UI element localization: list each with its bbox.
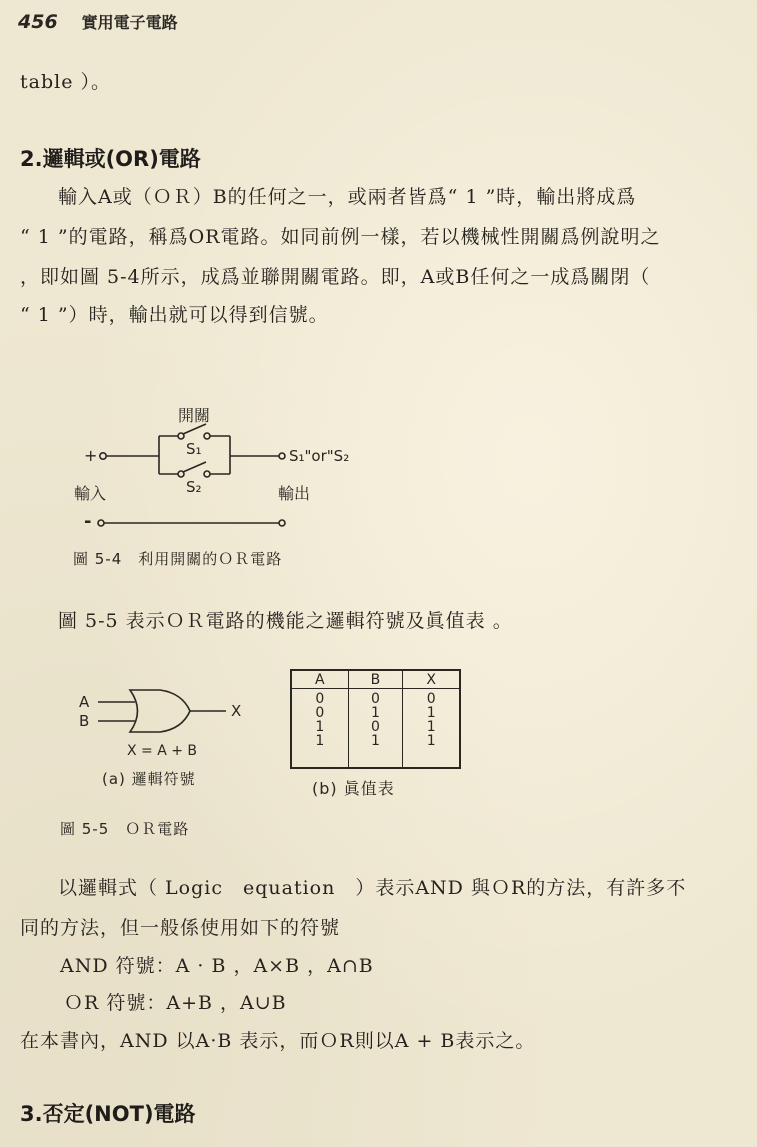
paragraph-line: 輸入A或（ＯＲ）B的任何之一，或兩者皆爲“ 1 ”時，輸出將成爲	[58, 186, 637, 208]
section-heading-or: 2.邏輯或(OR)電路	[20, 147, 201, 171]
figure-5-5-caption: 圖 5-5 ＯＲ電路	[60, 820, 190, 838]
section-heading-not: 3.否定(NOT)電路	[20, 1102, 196, 1126]
truth-cell: 1	[370, 705, 380, 721]
truth-header-a: A	[291, 670, 348, 689]
and-symbols-line: AND 符號：A · B ，A×B ，A∩B	[60, 955, 374, 977]
truth-column-b	[349, 689, 403, 748]
truth-cell: 1	[426, 733, 436, 749]
truth-header-b: B	[348, 670, 403, 689]
gate-input-b: B	[79, 712, 90, 730]
paragraph-line: 同的方法，但一般係使用如下的符號	[20, 917, 341, 939]
paragraph-line: 以邏輯式（ Logic equation ）表示AND 與ＯR的方法，有許多不	[58, 877, 687, 899]
truth-cell: 0	[370, 691, 380, 707]
page-number: 456	[18, 11, 58, 33]
output-label: 輸出	[278, 484, 311, 503]
truth-header-x: X	[403, 670, 460, 689]
truth-column-x	[403, 689, 459, 748]
truth-table-caption: (b) 眞值表	[312, 779, 395, 798]
plus-terminal-label: +	[84, 446, 98, 465]
or-symbols-line: ＯR 符號：A+B ，A∪B	[64, 992, 287, 1014]
truth-cell: 0	[426, 691, 436, 707]
figure-5-5-intro: 圖 5-5 表示ＯＲ電路的機能之邏輯符號及眞值表 。	[58, 610, 513, 632]
gate-caption: (a) 邏輯符號	[102, 770, 196, 788]
or-equation: X = A + B	[127, 743, 198, 759]
paragraph-line: ，即如圖 5-4所示，成爲並聯開關電路。即，A或B任何之一成爲關閉（	[20, 266, 651, 288]
running-title: 實用電子電路	[81, 13, 178, 32]
paragraph-line: “ 1 ”的電路，稱爲OR電路。如同前例一樣，若以機械性開關爲例說明之	[20, 226, 661, 248]
truth-cell: 1	[426, 705, 436, 721]
gate-output-x: X	[231, 702, 242, 720]
intro-fragment: table ）。	[20, 71, 111, 93]
truth-cell: 0	[315, 691, 325, 707]
truth-cell: 1	[315, 733, 325, 749]
figure-5-4-caption: 圖 5-4 利用開關的ＯＲ電路	[73, 550, 283, 568]
truth-table	[290, 669, 461, 769]
book-convention-line: 在本書內，AND 以A·B 表示，而ＯR則以A + B表示之。	[20, 1030, 536, 1052]
truth-cell: 1	[426, 719, 436, 735]
truth-column-a	[292, 689, 348, 748]
truth-cell: 1	[315, 719, 325, 735]
s1-label: S₁	[186, 440, 202, 458]
gate-input-a: A	[79, 693, 90, 711]
minus-terminal-label: -	[84, 511, 92, 532]
truth-cell: 0	[370, 719, 380, 735]
switch-label: 開關	[178, 406, 211, 425]
output-expression: S₁"or"S₂	[289, 447, 350, 465]
s2-label: S₂	[186, 478, 202, 496]
truth-cell: 1	[370, 733, 380, 749]
truth-cell: 0	[315, 705, 325, 721]
paragraph-line: “ 1 ”）時，輸出就可以得到信號。	[20, 304, 329, 326]
input-label: 輸入	[74, 484, 107, 503]
